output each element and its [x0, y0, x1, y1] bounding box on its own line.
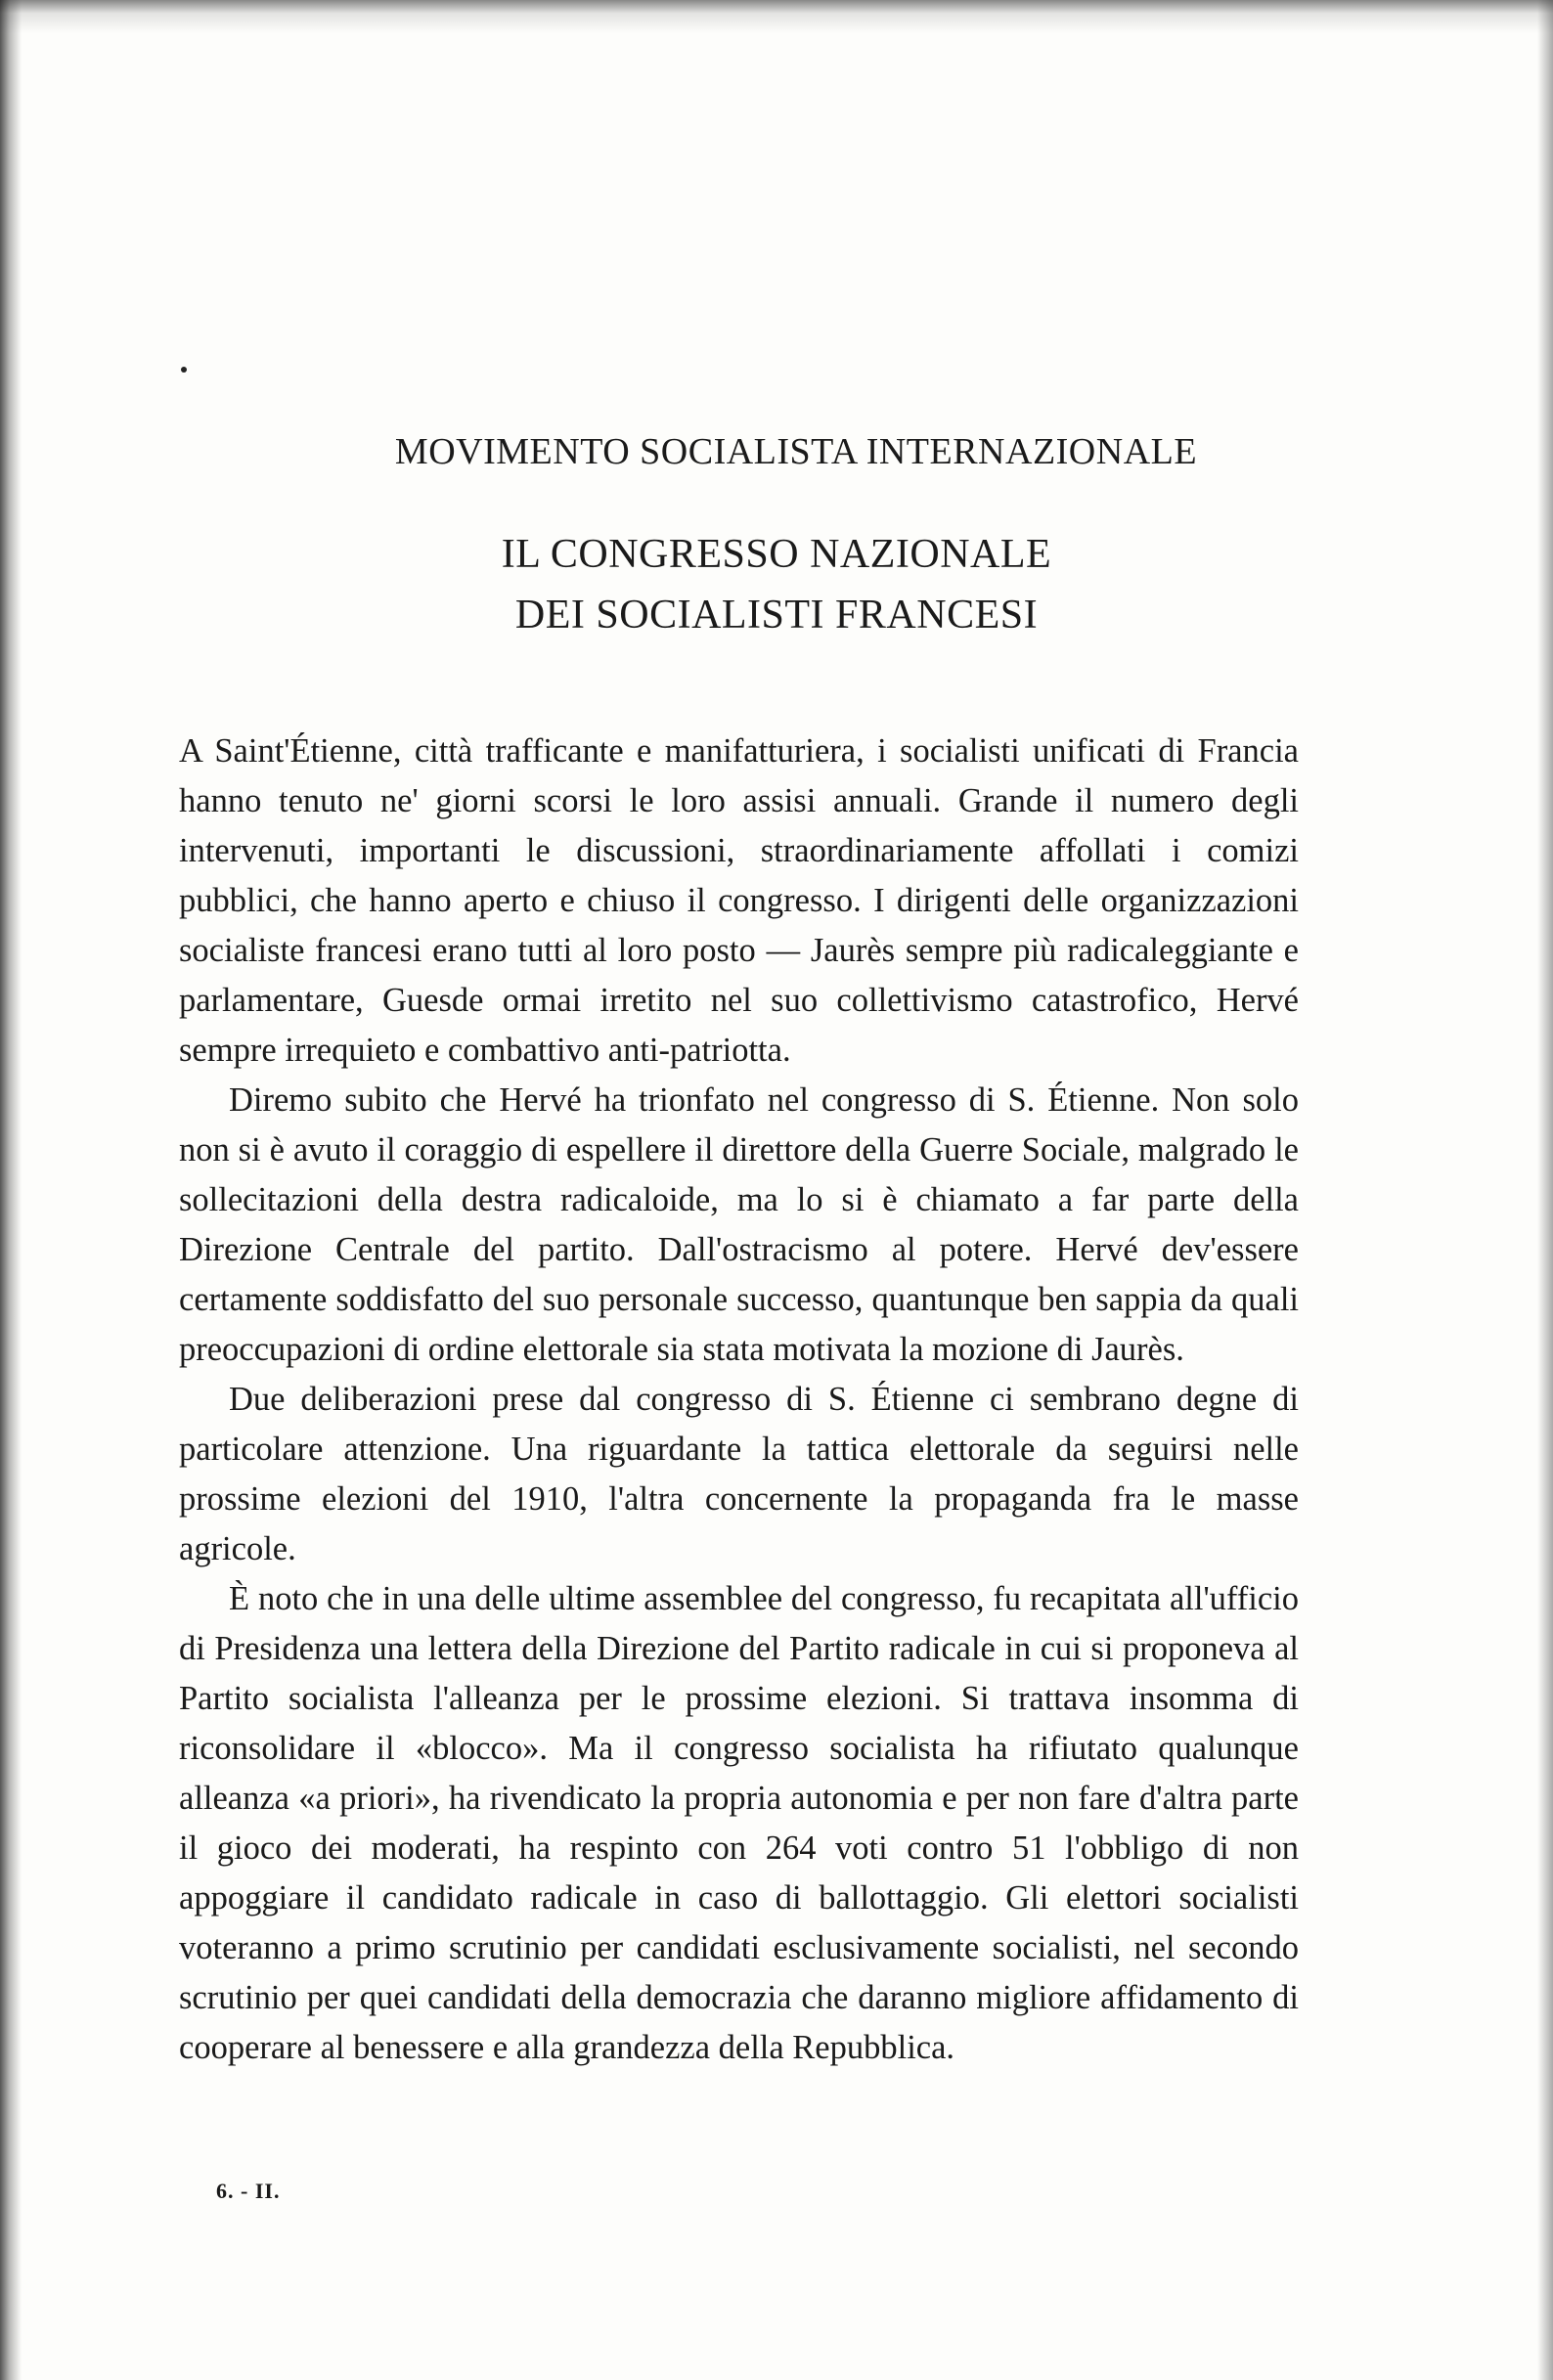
- scan-speck: [181, 367, 187, 373]
- article-title-line-2: DEI SOCIALISTI FRANCESI: [514, 593, 1039, 638]
- paragraph-4: È noto che in una delle ultime assemblee del congresso, fu recapitata all'ufficio di Presidenza una lettera della Direzione del Partito radicale in cui si proponeva al Partito socialista l'alleanza per le prossime elezioni. Si trattava insomma di riconsolidare il «blocco». Ma il congresso socialista ha rifiutato qualunque alleanza «a priori», ha rivendicato la propria autonomia e per non fare d'altra parte il gioco dei moderati, ha respinto con 264 voti contro 51 l'obbligo di non appoggiare il candidato radicale in caso di ballottaggio. Gli elettori socialisti voteranno a primo scrutinio per candidati esclusivamente socialisti, nel secondo scrutinio per quei candidati della democrazia che daranno migliore affidamento di cooperare al benessere e alla grandezza della Repubblica.: [179, 1580, 1299, 2066]
- page-folio: 6. - II.: [216, 2179, 281, 2203]
- article-body: [179, 727, 1299, 2073]
- paragraph-3: Due deliberazioni prese dal congresso di S. Étienne ci sembrano degne di particolare attenzione. Una riguardante la tattica elettorale da seguirsi nelle prossime elezioni del 1910, l'altra concernente la propaganda fra le masse agricole.: [179, 1381, 1299, 1567]
- article-title-line-1: IL CONGRESSO NAZIONALE: [501, 532, 1052, 577]
- scan-shadow-top: [0, 0, 1553, 33]
- scan-shadow-right: [1537, 0, 1553, 2380]
- scan-shadow-left: [0, 0, 22, 2380]
- paragraph-1: A Saint'Étienne, città trafficante e manifatturiera, i socialisti unificati di Francia hanno tenuto ne' giorni scorsi le loro assisi annuali. Grande il numero degli intervenuti, importanti le discussioni, straordinariamente affollati i comizi pubblici, che hanno aperto e chiuso il congresso. I dirigenti delle organizzazioni socialiste francesi erano tutti al loro posto — Jaurès sempre più radicaleggiante e parlamentare, Guesde ormai irretito nel suo collettivismo catastrofico, Hervé sempre irrequieto e combattivo anti-patriotta.: [179, 732, 1299, 1069]
- section-label: MOVIMENTO SOCIALISTA INTERNAZIONALE: [394, 431, 1198, 472]
- paragraph-2: Diremo subito che Hervé ha trionfato nel congresso di S. Étienne. Non solo non si è avuto il coraggio di espellere il direttore della Guerre Sociale, malgrado le sollecitazioni della destra radicaloide, ma lo si è chiamato a far parte della Direzione Centrale del partito. Dall'ostracismo al potere. Hervé dev'essere certamente soddisfatto del suo personale successo, quantunque ben sappia da quali preoccupazioni di ordine elettorale sia stata motivata la mozione di Jaurès.: [179, 1081, 1299, 1368]
